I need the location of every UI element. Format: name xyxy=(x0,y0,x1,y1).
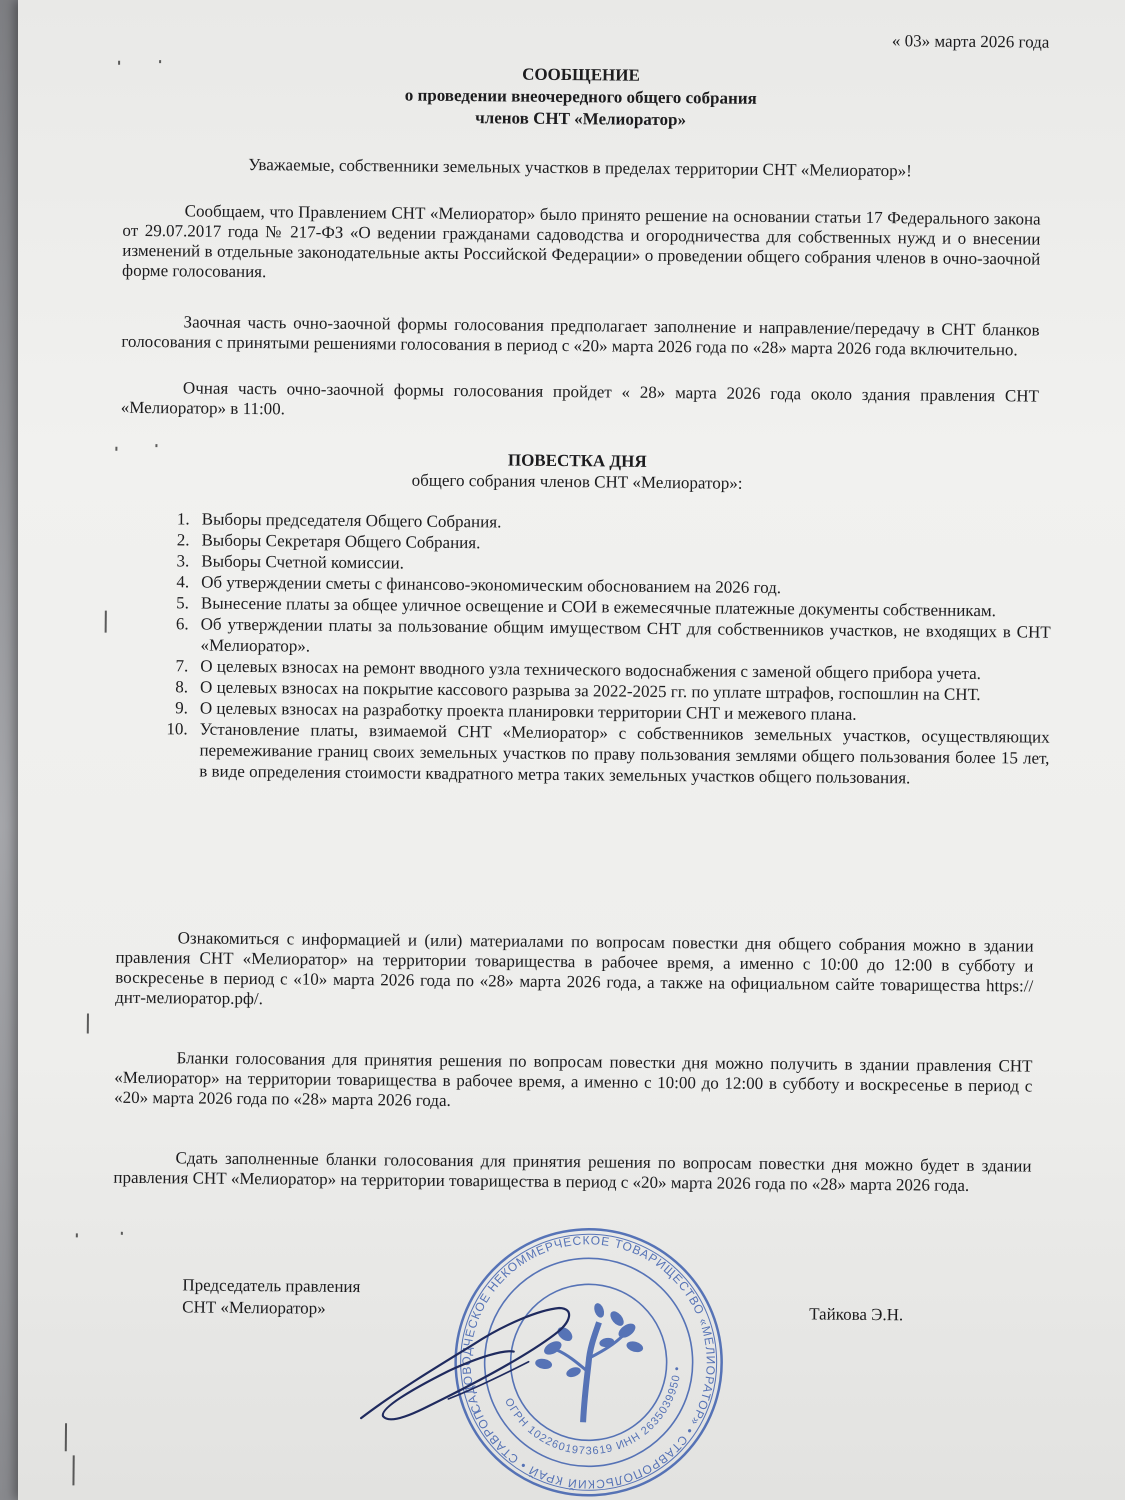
agenda-item-text: Выборы Секретаря Общего Собрания. xyxy=(201,530,481,553)
fold-mark xyxy=(105,611,107,633)
fold-mark xyxy=(159,60,161,63)
agenda-item-text: Об утверждении платы за пользование общим имуществом СНТ для собственников участков, не входящих в СНТ «Мелиоратор». xyxy=(200,614,1051,656)
agenda-item-number: 1. xyxy=(176,509,190,529)
agenda-item-text: О целевых взносах на покрытие кассового разрыва за 2022-2025 гг. по уплате штрафов, госпошлин на СНТ. xyxy=(200,677,981,705)
fold-mark xyxy=(72,1455,74,1485)
stamp-inner-text: ОГРН 1022601973619 ИНН 2635039950 • xyxy=(502,1365,684,1458)
fold-mark xyxy=(115,447,117,451)
fold-mark xyxy=(118,61,120,65)
fold-mark xyxy=(87,1013,89,1033)
agenda-item-text: Установление платы, взимаемой СНТ «Мелиоратор» с собственников земельных участков, осуществляющих перемеживание границ своих земельных участков по праву пользования землями общего пользования более 15 лет, в виде определения стоимости квадратного метра таких земельных участков общего пользования. xyxy=(199,719,1050,788)
agenda-item-number: 8. xyxy=(175,677,189,697)
agenda-item-number: 2. xyxy=(176,530,190,550)
agenda-item-text: Выборы председателя Общего Собрания. xyxy=(201,509,502,532)
paragraph-submit: Сдать заполненные бланки голосования для принятия решения по вопросам повестки дня можно будет в здании правления СНТ «Мелиоратор» на территории товарищества в период с «20» марта 2026 года по «28» марта 2026 года. xyxy=(113,1148,1032,1195)
fold-mark xyxy=(65,1423,67,1451)
paragraph-forms: Бланки голосования для принятия решения по вопросам повестки дня можно получить в здании правления СНТ «Мелиоратор» на территории товарищества в рабочее время, а именно с 10:00 до 12:00 в субботу и воскресенье в период с «20» марта 2026 года по «28» марта 2026 года. xyxy=(114,1048,1033,1110)
greeting: Уважаемые, собственники земельных участков в пределах территории СНТ «Мелиоратор»! xyxy=(248,154,912,181)
agenda-list xyxy=(159,508,1052,790)
agenda-item-text: О целевых взносах на ремонт вводного узла технического водоснабжения с заменой общего прибора учета. xyxy=(200,656,982,684)
heading-line-3: членов СНТ «Мелиоратор» xyxy=(475,108,687,130)
fold-mark xyxy=(76,1233,78,1237)
agenda-item-number: 5. xyxy=(176,593,190,613)
fold-mark xyxy=(121,1232,123,1235)
agenda-item-number: 10. xyxy=(166,719,188,739)
agenda-item-text: Об утверждении сметы с финансово-экономическим обоснованием на 2026 год. xyxy=(201,572,782,598)
agenda-item-text: Выборы Счетной комиссии. xyxy=(201,551,405,573)
stamp-outer-text: САДОВОДЧЕСКОЕ НЕКОММЕРЧЕСКОЕ ТОВАРИЩЕСТВО «МЕЛИОРАТОР» • СТАВРОПОЛЬСКИЙ КРАЙ • СТАВРОПОЛЬ xyxy=(459,1233,718,1492)
agenda-item-number: 6. xyxy=(175,614,189,634)
agenda-item-number: 9. xyxy=(175,698,188,718)
paragraph-materials: Ознакомиться с информацией и (или) материалами по вопросам повестки дня общего собрания можно в здании правления СНТ «Мелиоратор» на территории товарищества в рабочее время, а именно с 10:00 до 12:00 в субботу и воскресенье в период с «10» марта 2026 года по «28» марта 2026 года, а также на официальном сайте товарищества https://днт-мелиоратор.рф/. xyxy=(115,928,1034,1009)
heading-title: СООБЩЕНИЕ xyxy=(522,64,640,85)
agenda-item xyxy=(159,718,1050,790)
agenda-item-number: 4. xyxy=(176,572,190,592)
agenda-item-number: 7. xyxy=(175,656,189,676)
paragraph-decision: Сообщаем, что Правлением СНТ «Мелиоратор» было принято решение на основании статьи 17 Федерального закона от 29.07.2017 года № 217-ФЗ «О ведении гражданами садоводства и огородничества для собственных нужд и о внесении изменений в отдельные законодательные акты Российской Федерации» о проведении общего собрания членов в очно-заочной форме голосования. xyxy=(122,201,1041,282)
signatory-name: Тайкова Э.Н. xyxy=(809,1304,904,1325)
document-heading xyxy=(5,59,1125,136)
paragraph-correspondence: Заочная часть очно-заочной формы голосования предполагает заполнение и направление/передачу в СНТ бланков голосования с принятыми решениями голосования в период с «20» марта 2026 года по «28» марта 2026 года включительно. xyxy=(121,312,1040,360)
signatory-position-line-1: Председатель правления xyxy=(182,1275,361,1297)
document-date: « 03» марта 2026 года xyxy=(891,31,1050,52)
signatory-position xyxy=(182,1274,360,1320)
handwritten-signature xyxy=(353,1298,584,1430)
agenda-subtitle: общего собрания членов СНТ «Мелиоратор»: xyxy=(411,470,743,493)
agenda-item-text: О целевых взносах на разработку проекта планировки территории СНТ и межевого плана. xyxy=(199,698,857,724)
signatory-position-line-2: СНТ «Мелиоратор» xyxy=(182,1297,326,1318)
paragraph-in-person: Очная часть очно-заочной формы голосования пройдет « 28» марта 2026 года около здания правления СНТ «Мелиоратор» в 11:00. xyxy=(120,378,1040,419)
agenda-title: ПОВЕСТКА ДНЯ xyxy=(507,450,647,471)
agenda-item-number: 3. xyxy=(176,551,190,571)
agenda-item-text: Вынесение платы за общее уличное освещение и СОИ в ежемесячные платежные документы собственникам. xyxy=(200,593,997,621)
heading-line-2: о проведении внеочередного общего собрания xyxy=(404,85,757,108)
agenda-heading xyxy=(2,445,1125,498)
fold-mark xyxy=(155,444,157,447)
